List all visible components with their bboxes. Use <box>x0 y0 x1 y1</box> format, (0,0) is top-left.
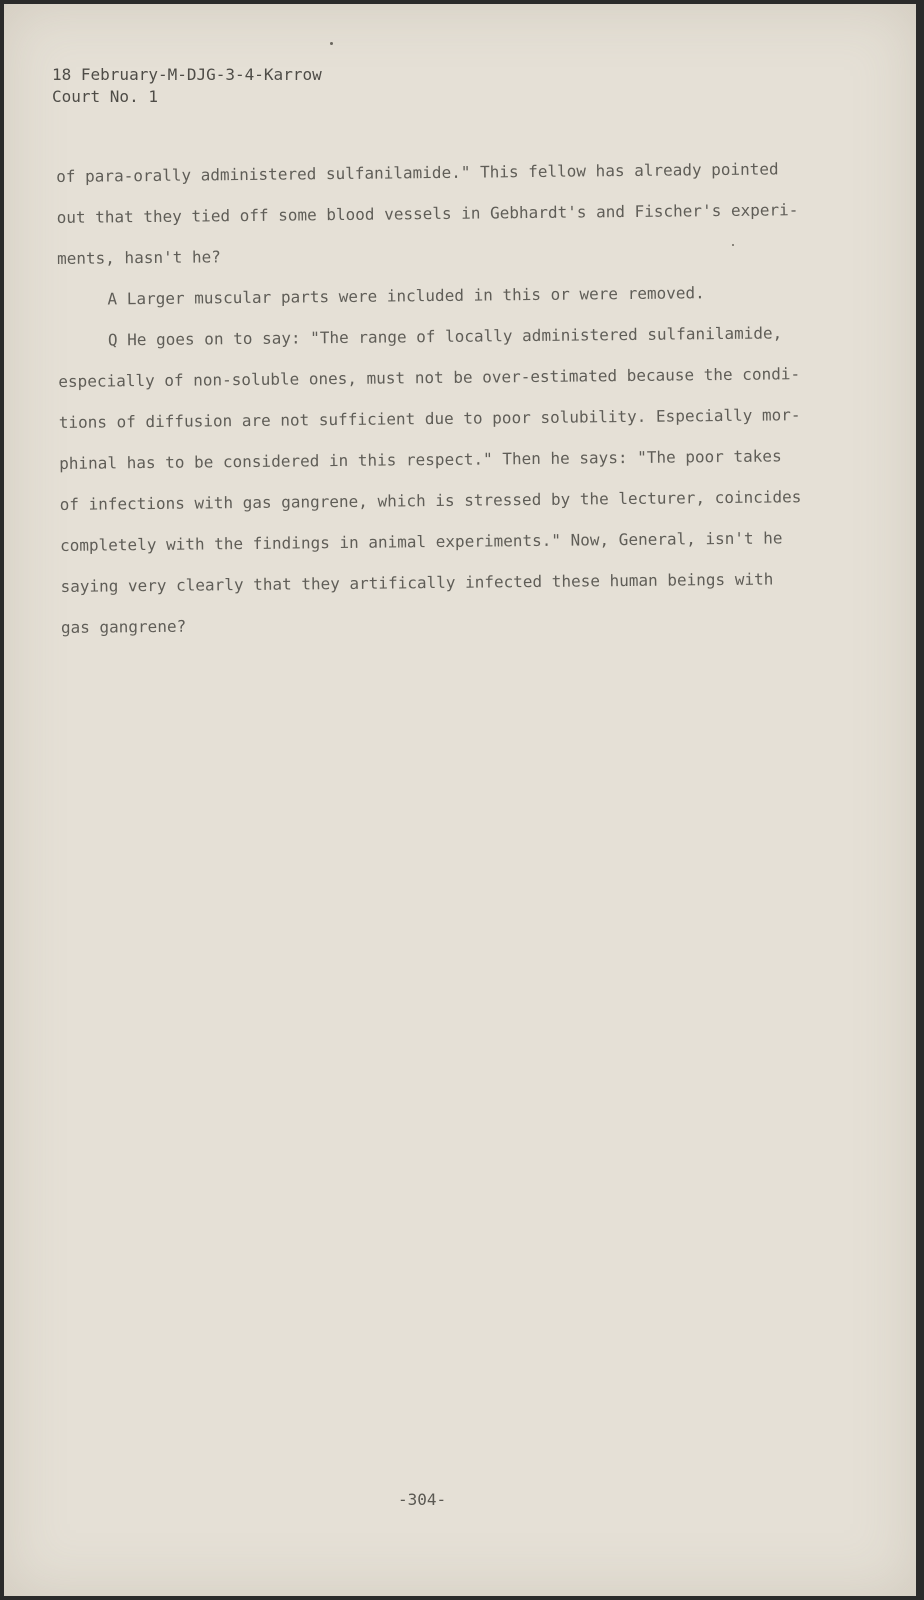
page-number: -304- <box>398 1490 447 1509</box>
paper-speck <box>330 42 333 45</box>
header-line-court: Court No. 1 <box>52 87 158 106</box>
transcript-line: ments, hasn't he? <box>56 247 221 268</box>
transcript-line: of para-orally administered sulfanilamide." This fellow has already pointed <box>56 159 779 186</box>
document-header <box>52 64 322 108</box>
transcript-line: completely with the findings in animal experiments." Now, General, isn't he <box>59 528 783 555</box>
transcript-answer-line: A Larger muscular parts were included in this or were removed. <box>107 283 705 309</box>
document-page <box>4 4 916 1596</box>
transcript-question-line: Q He goes on to say: "The range of locally administered sulfanilamide, <box>107 323 783 350</box>
transcript-line: out that they tied off some blood vessels in Gebhardt's and Fischer's experi- <box>56 200 799 227</box>
transcript-line: tions of diffusion are not sufficient due to poor solubility. Especially mor- <box>58 405 801 432</box>
transcript-line: phinal has to be considered in this respect." Then he says: "The poor takes <box>59 446 782 473</box>
header-line-date-reference: 18 February-M-DJG-3-4-Karrow <box>52 65 322 84</box>
transcript-line: gas gangrene? <box>60 616 187 637</box>
transcript-line: especially of non-soluble ones, must not be over-estimated because the condi- <box>58 364 801 391</box>
transcript-body <box>56 148 861 648</box>
transcript-line: of infections with gas gangrene, which is stressed by the lecturer, coincides <box>59 487 802 514</box>
transcript-line: saying very clearly that they artifically infected these human beings with <box>60 569 774 596</box>
